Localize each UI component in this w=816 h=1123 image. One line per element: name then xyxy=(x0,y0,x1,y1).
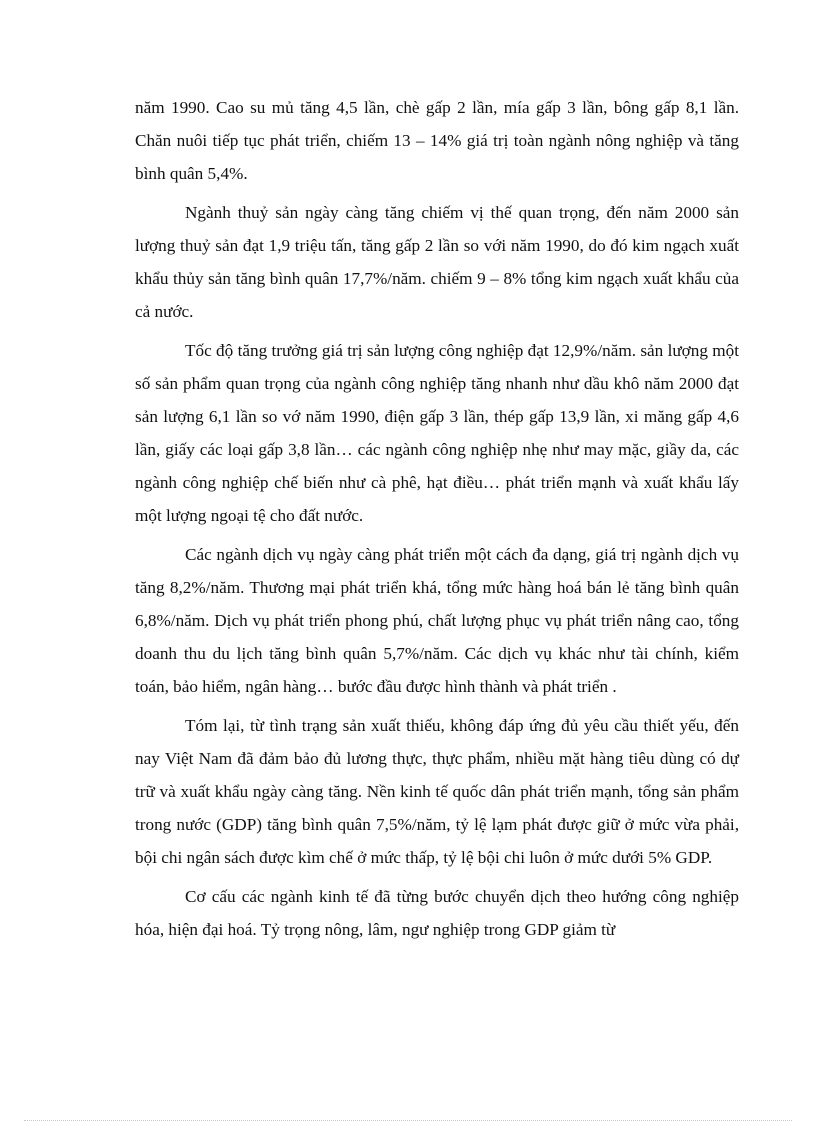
document-body xyxy=(135,91,739,952)
paragraph-continuation: năm 1990. Cao su mủ tăng 4,5 lần, chè gấp 2 lần, mía gấp 3 lần, bông gấp 8,1 lần. Chăn nuôi tiếp tục phát triển, chiếm 13 – 14% giá trị toàn ngành nông nghiệp và tăng bình quân 5,4%. xyxy=(135,98,739,183)
paragraph-structure: Cơ cấu các ngành kinh tế đã từng bước chuyển dịch theo hướng công nghiệp hóa, hiện đại hoá. Tỷ trọng nông, lâm, ngư nghiệp trong GDP giảm từ xyxy=(135,887,739,939)
paragraph-fisheries: Ngành thuỷ sản ngày càng tăng chiếm vị thế quan trọng, đến năm 2000 sản lượng thuỷ sản đạt 1,9 triệu tấn, tăng gấp 2 lần so với năm 1990, do đó kim ngạch xuất khẩu thủy sản tăng bình quân 17,7%/năm. chiếm 9 – 8% tổng kim ngạch xuất khẩu của cả nước. xyxy=(135,203,739,321)
paragraph-summary: Tóm lại, từ tình trạng sản xuất thiếu, không đáp ứng đủ yêu cầu thiết yếu, đến nay Việt Nam đã đảm bảo đủ lương thực, thực phẩm, nhiều mặt hàng tiêu dùng có dự trữ và xuất khẩu ngày càng tăng. Nền kinh tế quốc dân phát triển mạnh, tổng sản phẩm trong nước (GDP) tăng bình quân 7,5%/năm, tỷ lệ lạm phát được giữ ở mức vừa phải, bội chi ngân sách được kìm chế ở mức thấp, tỷ lệ bội chi luôn ở mức dưới 5% GDP. xyxy=(135,716,739,867)
paragraph-industry: Tốc độ tăng trưởng giá trị sản lượng công nghiệp đạt 12,9%/năm. sản lượng một số sản phẩm quan trọng của ngành công nghiệp tăng nhanh như dầu khô năm 2000 đạt sản lượng 6,1 lần so vớ năm 1990, điện gấp 3 lần, thép gấp 13,9 lần, xi măng gấp 4,6 lần, giấy các loại gấp 3,8 lần… các ngành công nghiệp nhẹ như may mặc, giầy da, các ngành công nghiệp chế biến như cà phê, hạt điều… phát triển mạnh và xuất khẩu lấy một lượng ngoại tệ cho đất nước. xyxy=(135,341,739,525)
paragraph-services: Các ngành dịch vụ ngày càng phát triển một cách đa dạng, giá trị ngành dịch vụ tăng 8,2%/năm. Thương mại phát triển khá, tổng mức hàng hoá bán lẻ tăng bình quân 6,8%/năm. Dịch vụ phát triển phong phú, chất lượng phục vụ phát triển nâng cao, tổng doanh thu du lịch tăng bình quân 5,7%/năm. Các dịch vụ khác như tài chính, kiểm toán, bảo hiểm, ngân hàng… bước đầu được hình thành và phát triển . xyxy=(135,545,739,696)
page-bottom-divider xyxy=(24,1120,792,1121)
